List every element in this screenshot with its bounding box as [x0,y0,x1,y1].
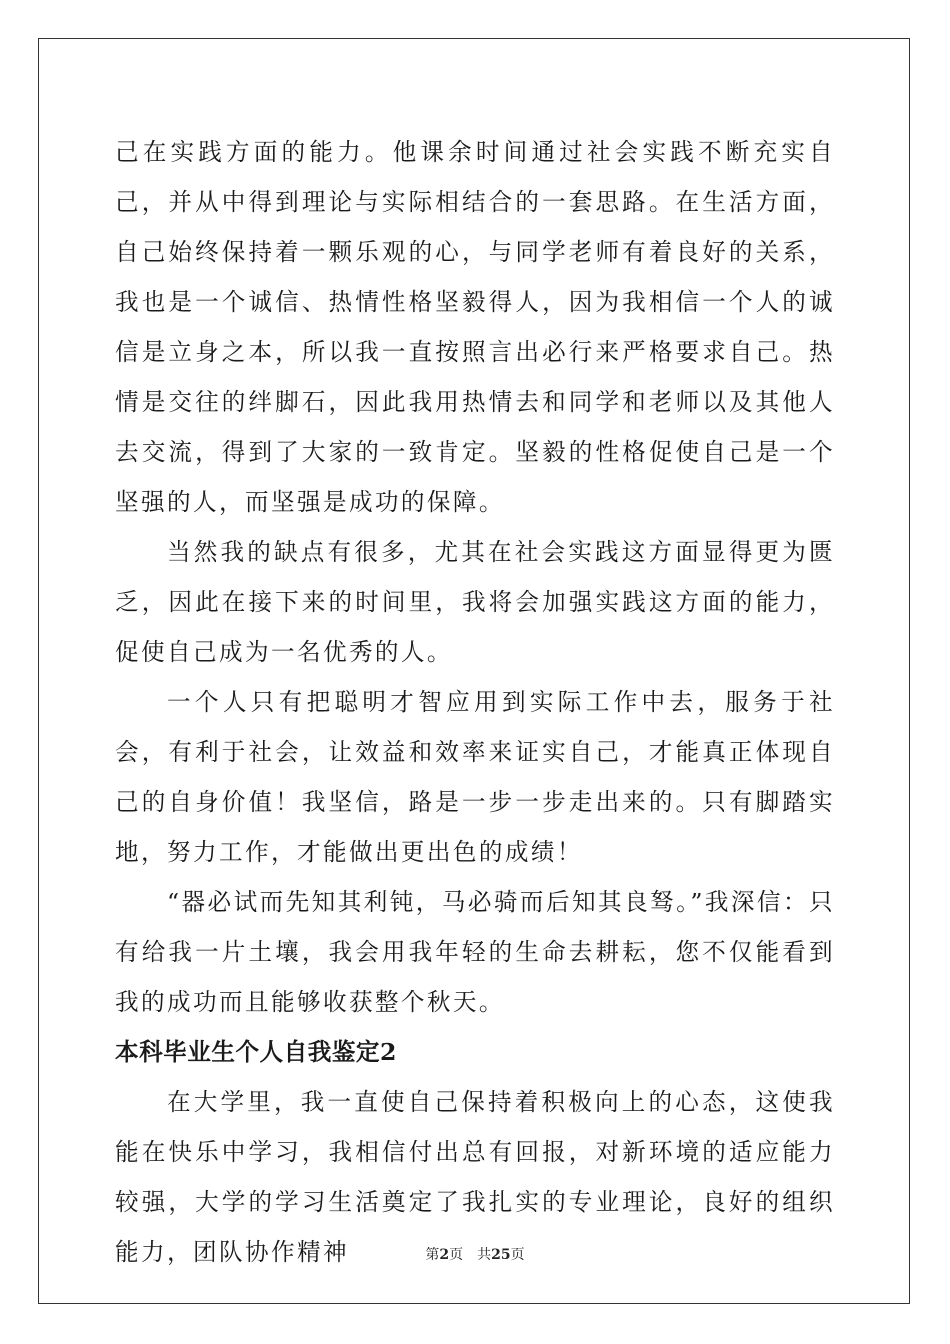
total-prefix: 共 [477,1247,492,1263]
section-heading: 本科毕业生个人自我鉴定2 [115,1038,397,1066]
page-prefix: 第 [425,1247,440,1263]
total-pages: 25 [491,1247,511,1263]
page-suffix: 页 [449,1247,464,1263]
document-body [115,127,835,1277]
page-footer [0,1245,950,1265]
paragraph-value: 一个人只有把聪明才智应用到实际工作中去，服务于社会，有利于社会，让效益和效率来证实自己，才能真正体现自己的自身价值！我坚信，路是一步一步走出来的。只有脚踏实地，努力工作，才能做出更出色的成绩！ [115,688,835,866]
paragraph-shortcomings: 当然我的缺点有很多，尤其在社会实践这方面显得更为匮乏，因此在接下来的时间里，我将会加强实践这方面的能力，促使自己成为一名优秀的人。 [115,538,835,666]
paragraph-quote: “器必试而先知其利钝，马必骑而后知其良驽。”我深信：只有给我一片土壤，我会用我年轻的生命去耕耘，您不仅能看到我的成功而且能够收获整个秋天。 [115,888,835,1016]
paragraph-university: 在大学里，我一直使自己保持着积极向上的心态，这使我能在快乐中学习，我相信付出总有回报，对新环境的适应能力较强，大学的学习生活奠定了我扎实的专业理论，良好的组织能力，团队协作精神 [115,1088,835,1266]
total-suffix: 页 [510,1247,525,1263]
paragraph-continuation: 己在实践方面的能力。他课余时间通过社会实践不断充实自己，并从中得到理论与实际相结合的一套思路。在生活方面，自己始终保持着一颗乐观的心，与同学老师有着良好的关系，我也是一个诚信、热情性格坚毅得人，因为我相信一个人的诚信是立身之本，所以我一直按照言出必行来严格要求自己。热情是交往的绊脚石，因此我用热情去和同学和老师以及其他人去交流，得到了大家的一致肯定。坚毅的性格促使自己是一个坚强的人，而坚强是成功的保障。 [115,138,835,516]
page-number: 2 [439,1247,450,1263]
